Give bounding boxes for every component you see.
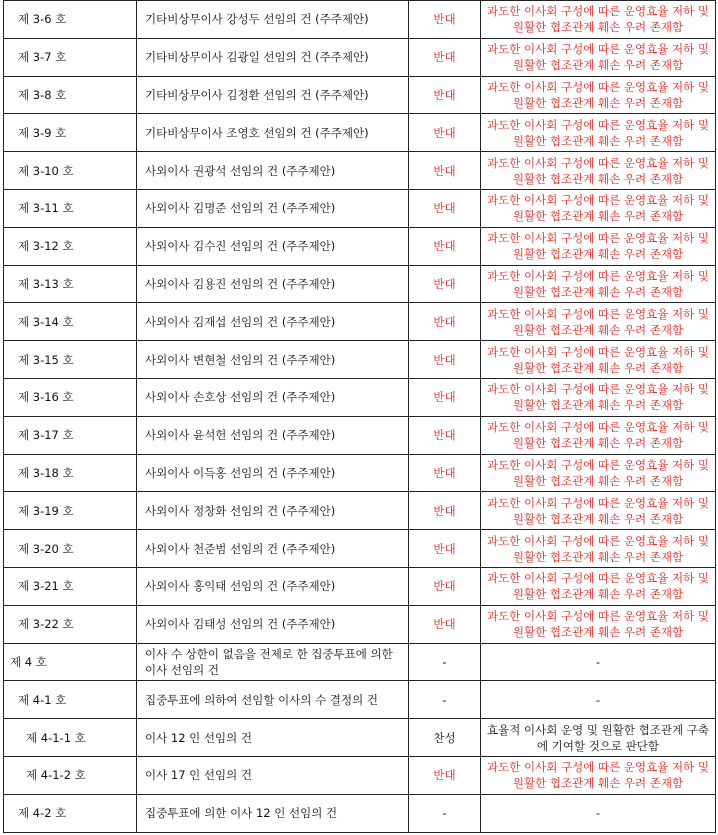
vote-cell: -: [409, 643, 481, 681]
reason-cell: -: [481, 681, 716, 719]
vote-cell: 반대: [409, 76, 481, 114]
table-row: [4, 378, 716, 416]
reason-cell: 과도한 이사회 구성에 따른 운영효율 저하 및 원활한 협조관계 훼손 우려 존재함: [481, 152, 716, 190]
table-row: [4, 265, 716, 303]
table-row: [4, 567, 716, 605]
table-row: [4, 530, 716, 568]
agenda-vote-table: [3, 0, 716, 833]
agenda-title-cell: 기타비상무이사 김정환 선임의 건 (주주제안): [137, 76, 409, 114]
agenda-title-cell: 이사 12 인 선임의 건: [137, 719, 409, 757]
agenda-number-cell: 제 3-16 호: [4, 378, 137, 416]
vote-cell: 반대: [409, 530, 481, 568]
table-row: [4, 152, 716, 190]
agenda-number-cell: 제 3-12 호: [4, 227, 137, 265]
agenda-title-cell: 이사 17 인 선임의 건: [137, 756, 409, 794]
agenda-number-cell: 제 3-9 호: [4, 114, 137, 152]
agenda-number-cell: 제 4-2 호: [4, 794, 137, 832]
table-row: [4, 454, 716, 492]
table-row: [4, 341, 716, 379]
agenda-title-cell: 사외이사 김수진 선임의 건 (주주제안): [137, 227, 409, 265]
table-row: [4, 114, 716, 152]
table-row: [4, 227, 716, 265]
agenda-number-cell: 제 3-18 호: [4, 454, 137, 492]
vote-cell: 찬성: [409, 719, 481, 757]
agenda-title-cell: 기타비상무이사 김광일 선임의 건 (주주제안): [137, 38, 409, 76]
agenda-title-cell: 기타비상무이사 조영호 선임의 건 (주주제안): [137, 114, 409, 152]
reason-cell: 과도한 이사회 구성에 따른 운영효율 저하 및 원활한 협조관계 훼손 우려 존재함: [481, 567, 716, 605]
agenda-number-cell: 제 3-19 호: [4, 492, 137, 530]
vote-cell: 반대: [409, 492, 481, 530]
agenda-number-cell: 제 4-1-1 호: [4, 719, 137, 757]
agenda-title-cell: 사외이사 홍익태 선임의 건 (주주제안): [137, 567, 409, 605]
agenda-number-cell: 제 3-10 호: [4, 152, 137, 190]
agenda-number-cell: 제 3-15 호: [4, 341, 137, 379]
reason-cell: 과도한 이사회 구성에 따른 운영효율 저하 및 원활한 협조관계 훼손 우려 존재함: [481, 114, 716, 152]
reason-cell: 효율적 이사회 운영 및 원활한 협조관계 구축에 기여할 것으로 판단함: [481, 719, 716, 757]
reason-cell: 과도한 이사회 구성에 따른 운영효율 저하 및 원활한 협조관계 훼손 우려 존재함: [481, 303, 716, 341]
vote-cell: 반대: [409, 378, 481, 416]
reason-cell: 과도한 이사회 구성에 따른 운영효율 저하 및 원활한 협조관계 훼손 우려 존재함: [481, 265, 716, 303]
vote-cell: 반대: [409, 38, 481, 76]
table-row: [4, 492, 716, 530]
vote-cell: 반대: [409, 152, 481, 190]
agenda-title-cell: 이사 수 상한이 없음을 전제로 한 집중투표에 의한 이사 선임의 건: [137, 643, 409, 681]
vote-cell: 반대: [409, 114, 481, 152]
agenda-title-cell: 사외이사 김용진 선임의 건 (주주제안): [137, 265, 409, 303]
agenda-title-cell: 사외이사 정창화 선임의 건 (주주제안): [137, 492, 409, 530]
agenda-title-cell: 기타비상무이사 강성두 선임의 건 (주주제안): [137, 1, 409, 39]
reason-cell: 과도한 이사회 구성에 따른 운영효율 저하 및 원활한 협조관계 훼손 우려 존재함: [481, 416, 716, 454]
table-row: [4, 189, 716, 227]
table-row: [4, 76, 716, 114]
table-row: [4, 416, 716, 454]
agenda-title-cell: 사외이사 윤석헌 선임의 건 (주주제안): [137, 416, 409, 454]
agenda-number-cell: 제 4-1-2 호: [4, 756, 137, 794]
table-row: [4, 1, 716, 39]
agenda-number-cell: 제 3-20 호: [4, 530, 137, 568]
agenda-title-cell: 집중투표에 의한 이사 12 인 선임의 건: [137, 794, 409, 832]
agenda-number-cell: 제 3-8 호: [4, 76, 137, 114]
reason-cell: 과도한 이사회 구성에 따른 운영효율 저하 및 원활한 협조관계 훼손 우려 존재함: [481, 756, 716, 794]
agenda-title-cell: 사외이사 변현철 선임의 건 (주주제안): [137, 341, 409, 379]
agenda-number-cell: 제 3-7 호: [4, 38, 137, 76]
reason-cell: 과도한 이사회 구성에 따른 운영효율 저하 및 원활한 협조관계 훼손 우려 존재함: [481, 454, 716, 492]
agenda-number-cell: 제 3-17 호: [4, 416, 137, 454]
agenda-number-cell: 제 3-13 호: [4, 265, 137, 303]
agenda-title-cell: 사외이사 김재섭 선임의 건 (주주제안): [137, 303, 409, 341]
agenda-number-cell: 제 4-1 호: [4, 681, 137, 719]
vote-cell: 반대: [409, 189, 481, 227]
agenda-number-cell: 제 4 호: [4, 643, 137, 681]
vote-cell: 반대: [409, 605, 481, 643]
agenda-title-cell: 사외이사 손호상 선임의 건 (주주제안): [137, 378, 409, 416]
agenda-vote-table-body: [4, 1, 716, 833]
vote-cell: 반대: [409, 416, 481, 454]
agenda-title-cell: 사외이사 김태성 선임의 건 (주주제안): [137, 605, 409, 643]
agenda-number-cell: 제 3-22 호: [4, 605, 137, 643]
table-row: [4, 756, 716, 794]
reason-cell: 과도한 이사회 구성에 따른 운영효율 저하 및 원활한 협조관계 훼손 우려 존재함: [481, 38, 716, 76]
agenda-title-cell: 사외이사 김명준 선임의 건 (주주제안): [137, 189, 409, 227]
reason-cell: 과도한 이사회 구성에 따른 운영효율 저하 및 원활한 협조관계 훼손 우려 존재함: [481, 605, 716, 643]
vote-cell: 반대: [409, 756, 481, 794]
table-row: [4, 38, 716, 76]
vote-cell: 반대: [409, 303, 481, 341]
reason-cell: -: [481, 794, 716, 832]
reason-cell: 과도한 이사회 구성에 따른 운영효율 저하 및 원활한 협조관계 훼손 우려 존재함: [481, 76, 716, 114]
vote-cell: 반대: [409, 341, 481, 379]
agenda-title-cell: 사외이사 이득홍 선임의 건 (주주제안): [137, 454, 409, 492]
table-row: [4, 681, 716, 719]
vote-cell: 반대: [409, 567, 481, 605]
reason-cell: 과도한 이사회 구성에 따른 운영효율 저하 및 원활한 협조관계 훼손 우려 존재함: [481, 1, 716, 39]
agenda-title-cell: 집중투표에 의하여 선임할 이사의 수 결정의 건: [137, 681, 409, 719]
vote-cell: 반대: [409, 454, 481, 492]
vote-cell: 반대: [409, 227, 481, 265]
reason-cell: 과도한 이사회 구성에 따른 운영효율 저하 및 원활한 협조관계 훼손 우려 존재함: [481, 492, 716, 530]
agenda-number-cell: 제 3-6 호: [4, 1, 137, 39]
reason-cell: 과도한 이사회 구성에 따른 운영효율 저하 및 원활한 협조관계 훼손 우려 존재함: [481, 189, 716, 227]
reason-cell: -: [481, 643, 716, 681]
table-row: [4, 719, 716, 757]
vote-cell: 반대: [409, 1, 481, 39]
table-row: [4, 303, 716, 341]
reason-cell: 과도한 이사회 구성에 따른 운영효율 저하 및 원활한 협조관계 훼손 우려 존재함: [481, 341, 716, 379]
table-row: [4, 794, 716, 832]
table-row: [4, 605, 716, 643]
agenda-number-cell: 제 3-11 호: [4, 189, 137, 227]
vote-cell: -: [409, 794, 481, 832]
vote-cell: -: [409, 681, 481, 719]
reason-cell: 과도한 이사회 구성에 따른 운영효율 저하 및 원활한 협조관계 훼손 우려 존재함: [481, 530, 716, 568]
agenda-number-cell: 제 3-21 호: [4, 567, 137, 605]
agenda-number-cell: 제 3-14 호: [4, 303, 137, 341]
agenda-title-cell: 사외이사 권광석 선임의 건 (주주제안): [137, 152, 409, 190]
table-row: [4, 643, 716, 681]
reason-cell: 과도한 이사회 구성에 따른 운영효율 저하 및 원활한 협조관계 훼손 우려 존재함: [481, 378, 716, 416]
vote-cell: 반대: [409, 265, 481, 303]
agenda-title-cell: 사외이사 천준범 선임의 건 (주주제안): [137, 530, 409, 568]
reason-cell: 과도한 이사회 구성에 따른 운영효율 저하 및 원활한 협조관계 훼손 우려 존재함: [481, 227, 716, 265]
